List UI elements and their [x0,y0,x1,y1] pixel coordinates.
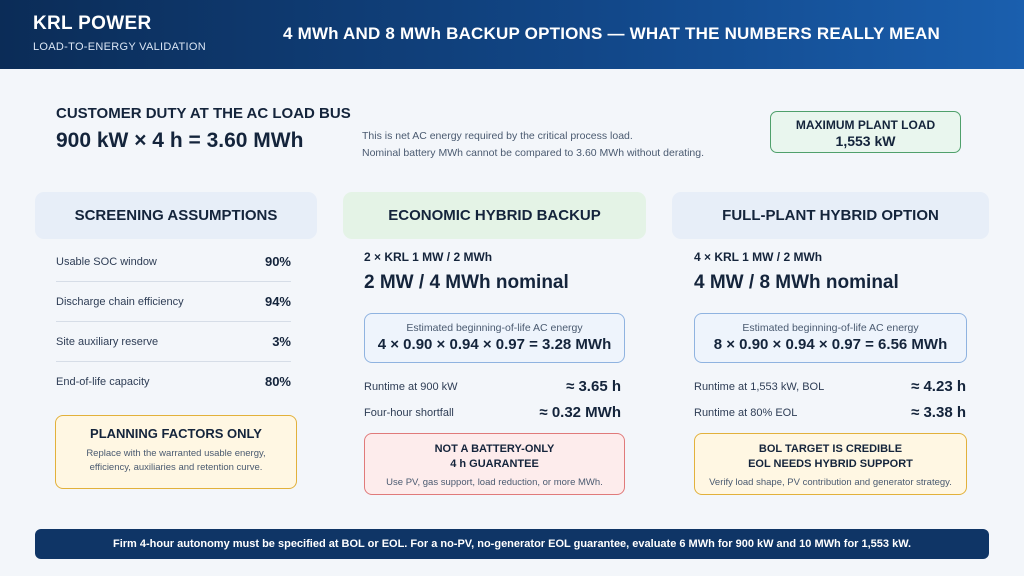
economic-warning-line1: NOT A BATTERY-ONLY [434,443,555,455]
economic-shortfall-value: ≈ 0.32 MWh [539,404,621,421]
economic-heading: ECONOMIC HYBRID BACKUP [343,192,646,239]
economic-warning-line2: 4 h GUARANTEE [450,458,539,471]
header-banner [0,0,1024,69]
fullplant-calc-label: Estimated beginning-of-life AC energy [742,322,919,334]
fullplant-config: 4 × KRL 1 MW / 2 MWh [694,250,823,264]
fullplant-energy-calc [694,313,967,363]
fullplant-nominal: 4 MW / 8 MWh nominal [694,272,899,293]
assumption-label: Discharge chain efficiency [56,296,184,308]
fullplant-runtime-eol-label: Runtime at 80% EOL [694,407,798,419]
fullplant-runtime-bol-value: ≈ 4.23 h [911,378,966,395]
fullplant-runtime-bol-label: Runtime at 1,553 kW, BOL [694,381,825,393]
brand-subtitle: LOAD-TO-ENERGY VALIDATION [33,41,206,53]
fullplant-calc-value: 8 × 0.90 × 0.94 × 0.97 = 6.56 MWh [713,336,948,353]
planning-factors-line1: Replace with the warranted usable energy, [86,448,266,459]
economic-energy-calc [364,313,625,363]
assumption-label: Site auxiliary reserve [56,336,159,348]
economic-nominal: 2 MW / 4 MWh nominal [364,272,569,293]
fullplant-heading: FULL-PLANT HYBRID OPTION [672,192,989,239]
economic-runtime-value: ≈ 3.65 h [566,378,621,395]
economic-shortfall-label: Four-hour shortfall [364,407,454,419]
economic-warning-box [364,433,625,495]
assumption-row [56,242,291,282]
max-plant-load-badge [770,111,961,153]
planning-factors-note [55,415,297,489]
max-load-value: 1,553 kW [835,133,896,149]
planning-factors-title: PLANNING FACTORS ONLY [90,426,262,441]
assumption-row [56,282,291,322]
assumption-label: Usable SOC window [56,256,157,268]
assumption-value: 94% [264,294,291,309]
assumption-label: End-of-life capacity [56,376,150,388]
economic-warning-title [365,442,624,473]
planning-factors-line2: efficiency, auxiliaries and retention curve. [89,461,263,473]
max-load-label: MAXIMUM PLANT LOAD [795,118,936,132]
duty-label: CUSTOMER DUTY AT THE AC LOAD BUS [56,105,351,122]
economic-config: 2 × KRL 1 MW / 2 MWh [364,250,493,264]
economic-calc-label: Estimated beginning-of-life AC energy [406,322,583,334]
economic-runtime-label: Runtime at 900 kW [364,381,458,393]
fullplant-warning-line2: EOL NEEDS HYBRID SUPPORT [748,458,913,471]
fullplant-warning-detail: Verify load shape, PV contribution and generator strategy. [709,476,952,488]
duty-note-line1: This is net AC energy required by the critical process load. [362,130,633,142]
assumption-value: 90% [264,254,291,269]
fullplant-warning-box [694,433,967,495]
fullplant-warning-line1: BOL TARGET IS CREDIBLE [758,443,903,455]
assumption-row [56,322,291,362]
brand-name: KRL POWER [33,13,152,34]
economic-warning-detail: Use PV, gas support, load reduction, or more MWh. [386,476,603,488]
assumption-value: 80% [264,374,291,389]
economic-calc-value: 4 × 0.90 × 0.94 × 0.97 = 3.28 MWh [377,336,612,353]
fullplant-warning-title [695,442,966,473]
duty-note-line2: Nominal battery MWh cannot be compared to 3.60 MWh without derating. [362,147,704,159]
page-title: 4 MWh AND 8 MWh BACKUP OPTIONS — WHAT THE NUMBERS REALLY MEAN [283,24,940,43]
duty-equation: 900 kW × 4 h = 3.60 MWh [56,129,304,152]
assumption-value: 3% [272,334,291,349]
assumptions-heading: SCREENING ASSUMPTIONS [35,192,317,239]
planning-factors-detail [56,447,296,475]
assumption-row [56,362,291,402]
fullplant-runtime-eol-value: ≈ 3.38 h [911,404,966,421]
footer-banner: Firm 4-hour autonomy must be specified at BOL or EOL. For a no-PV, no-generator EOL guarantee, evaluate 6 MWh for 900 kW and 10 MWh for 1,553 kW. [35,529,989,559]
